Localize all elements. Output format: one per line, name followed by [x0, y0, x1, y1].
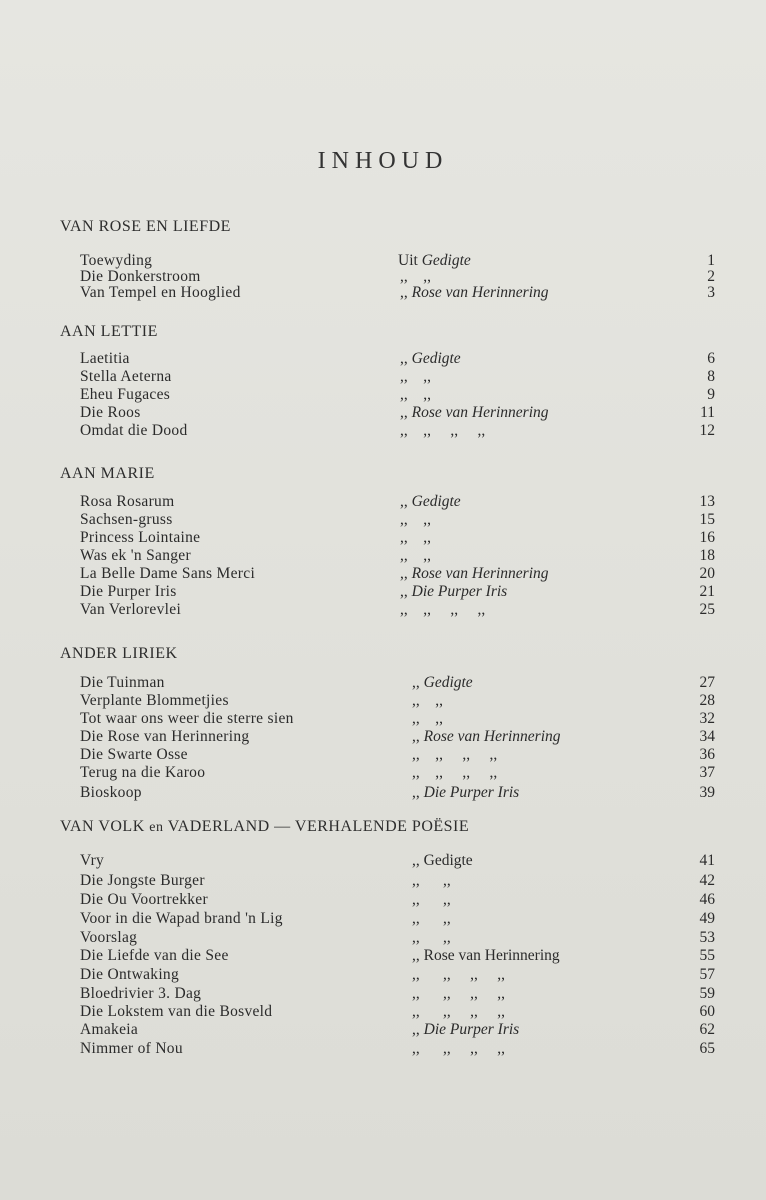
- toc-entry: [0, 947, 766, 965]
- entry-source: ,,: [423, 511, 431, 528]
- entry-page: 25: [699, 601, 715, 618]
- entry-source: ,, ,, ,,: [423, 422, 486, 439]
- entry-prefix: ,,: [412, 1021, 420, 1038]
- entry-prefix: ,,: [412, 784, 420, 801]
- entry-source: Gedigte: [411, 350, 461, 367]
- entry-page: 12: [699, 422, 715, 439]
- toc-entry: [0, 985, 766, 1003]
- entry-prefix: ,,: [400, 368, 408, 385]
- entry-source: ,,: [435, 692, 443, 709]
- entry-source: ,,: [443, 929, 451, 946]
- entry-page: 46: [699, 891, 715, 908]
- entry-title: Bioskoop: [80, 784, 142, 801]
- entry-source: Gedigte: [411, 493, 461, 510]
- entry-page: 27: [699, 674, 715, 691]
- entry-title: Die Ou Voortrekker: [80, 891, 208, 908]
- section-heading: ANDER LIRIEK: [60, 645, 178, 662]
- page-title: INHOUD: [317, 148, 449, 174]
- entry-source: ,,: [443, 872, 451, 889]
- entry-source: ,, ,, ,,: [443, 966, 505, 983]
- toc-entry: [0, 404, 766, 422]
- entry-page: 18: [699, 547, 715, 564]
- entry-source: Die Purper Iris: [423, 784, 520, 801]
- entry-prefix: ,,: [400, 422, 408, 439]
- entry-page: 55: [699, 947, 715, 964]
- entry-prefix: ,,: [400, 284, 408, 301]
- toc-entry: [0, 422, 766, 440]
- entry-source: Rose van Herinnering: [411, 565, 549, 582]
- entry-page: 13: [699, 493, 715, 510]
- entry-title: Sachsen-gruss: [80, 511, 173, 528]
- toc-entry: [0, 966, 766, 984]
- entry-source: Gedigte: [423, 852, 473, 869]
- section-heading: AAN MARIE: [60, 465, 155, 482]
- entry-source: ,,: [435, 710, 443, 727]
- entry-source: ,,: [443, 891, 451, 908]
- entry-page: 8: [707, 368, 715, 385]
- entry-source: ,,: [423, 386, 431, 403]
- entry-page: 42: [699, 872, 715, 889]
- entry-source: ,, ,, ,,: [443, 1003, 505, 1020]
- entry-prefix: ,,: [412, 728, 420, 745]
- entry-prefix: ,,: [400, 583, 408, 600]
- entry-page: 57: [699, 966, 715, 983]
- entry-title: Omdat die Dood: [80, 422, 188, 439]
- entry-source: ,, ,, ,,: [443, 985, 505, 1002]
- entry-title: Was ek 'n Sanger: [80, 547, 191, 564]
- entry-prefix: ,,: [412, 910, 420, 927]
- entry-title: Die Swarte Osse: [80, 746, 188, 763]
- toc-entry: [0, 284, 766, 302]
- entry-page: 15: [699, 511, 715, 528]
- entry-page: 2: [707, 268, 715, 285]
- entry-title: Die Purper Iris: [80, 583, 177, 600]
- toc-entry: [0, 910, 766, 928]
- entry-title: Stella Aeterna: [80, 368, 172, 385]
- toc-entry: [0, 386, 766, 404]
- section-heading-rest: VADERLAND — VERHALENDE POËSIE: [167, 818, 470, 835]
- entry-prefix: ,,: [412, 1040, 420, 1057]
- entry-source: Gedigte: [423, 674, 473, 691]
- entry-page: 21: [699, 583, 715, 600]
- entry-prefix: ,,: [412, 764, 420, 781]
- entry-title: Van Tempel en Hooglied: [80, 284, 241, 301]
- entry-page: 65: [699, 1040, 715, 1057]
- entry-source: ,,: [423, 368, 431, 385]
- toc-entry: [0, 350, 766, 368]
- entry-prefix: ,,: [412, 872, 420, 889]
- section-heading-conjunction: en: [149, 820, 164, 835]
- entry-prefix: ,,: [412, 674, 420, 691]
- entry-title: Die Rose van Herinnering: [80, 728, 250, 745]
- entry-page: 34: [699, 728, 715, 745]
- entry-title: Die Ontwaking: [80, 966, 180, 983]
- entry-page: 6: [707, 350, 715, 367]
- toc-entry: [0, 929, 766, 947]
- entry-page: 32: [699, 710, 715, 727]
- toc-entry: [0, 368, 766, 386]
- entry-title: Nimmer of Nou: [80, 1040, 183, 1057]
- entry-title: Die Jongste Burger: [80, 872, 205, 889]
- section-heading: AAN LETTIE: [60, 323, 158, 340]
- entry-title: Die Tuinman: [80, 674, 165, 691]
- entry-title: Verplante Blommetjies: [80, 692, 229, 709]
- toc-entry: [0, 872, 766, 890]
- entry-prefix: ,,: [400, 350, 408, 367]
- entry-title: Rosa Rosarum: [80, 493, 175, 510]
- toc-entry: [0, 674, 766, 692]
- entry-prefix: ,,: [400, 493, 408, 510]
- entry-prefix: ,,: [412, 929, 420, 946]
- entry-source: ,, ,, ,,: [435, 764, 498, 781]
- entry-source: Die Purper Iris: [411, 583, 508, 600]
- entry-source: Rose van Herinnering: [423, 728, 561, 745]
- entry-page: 9: [707, 386, 715, 403]
- entry-prefix: ,,: [412, 985, 420, 1002]
- toc-entry: [0, 710, 766, 728]
- entry-source: ,, ,, ,,: [443, 1040, 505, 1057]
- entry-source: ,,: [423, 529, 431, 546]
- entry-page: 49: [699, 910, 715, 927]
- entry-page: 1: [707, 252, 715, 269]
- toc-entry: [0, 547, 766, 565]
- entry-source: ,,: [423, 268, 431, 285]
- toc-entry: [0, 583, 766, 601]
- entry-prefix: ,,: [412, 947, 420, 964]
- entry-source: Rose van Herinnering: [423, 947, 560, 964]
- toc-entry: [0, 891, 766, 909]
- section-heading: [60, 818, 469, 836]
- entry-title: Terug na die Karoo: [80, 764, 206, 781]
- entry-prefix: ,,: [412, 966, 420, 983]
- section-heading-main: VAN VOLK: [60, 818, 145, 835]
- entry-page: 41: [699, 852, 715, 869]
- entry-source: ,,: [423, 547, 431, 564]
- entry-page: 20: [699, 565, 715, 582]
- entry-title: Toewyding: [80, 252, 153, 269]
- entry-source: Die Purper Iris: [423, 1021, 520, 1038]
- entry-page: 11: [700, 404, 715, 421]
- entry-page: 16: [699, 529, 715, 546]
- entry-title: La Belle Dame Sans Merci: [80, 565, 256, 582]
- entry-prefix: ,,: [400, 268, 408, 285]
- entry-source: ,,: [443, 910, 451, 927]
- entry-page: 37: [699, 764, 715, 781]
- entry-title: Van Verlorevlei: [80, 601, 182, 618]
- entry-page: 3: [707, 284, 715, 301]
- toc-entry: [0, 764, 766, 782]
- toc-entry: [0, 746, 766, 764]
- entry-page: 59: [699, 985, 715, 1002]
- entry-page: 39: [699, 784, 715, 801]
- entry-source: Rose van Herinnering: [411, 404, 549, 421]
- entry-page: 28: [699, 692, 715, 709]
- toc-entry: [0, 601, 766, 619]
- toc-entry: [0, 511, 766, 529]
- entry-page: 53: [699, 929, 715, 946]
- entry-prefix: ,,: [400, 386, 408, 403]
- toc-entry: [0, 728, 766, 746]
- toc-entry: [0, 529, 766, 547]
- entry-page: 62: [699, 1021, 715, 1038]
- entry-prefix: ,,: [400, 529, 408, 546]
- toc-entry: [0, 493, 766, 511]
- entry-title: Die Donkerstroom: [80, 268, 201, 285]
- entry-page: 36: [699, 746, 715, 763]
- entry-source: ,, ,, ,,: [423, 601, 486, 618]
- entry-title: Tot waar ons weer die sterre sien: [80, 710, 294, 727]
- entry-prefix: ,,: [412, 1003, 420, 1020]
- entry-prefix: ,,: [400, 511, 408, 528]
- entry-prefix: ,,: [412, 891, 420, 908]
- toc-entry: [0, 1021, 766, 1039]
- entry-title: Bloedrivier 3. Dag: [80, 985, 202, 1002]
- entry-source: ,, ,, ,,: [435, 746, 498, 763]
- entry-title: Vry: [80, 852, 105, 869]
- toc-entry: [0, 692, 766, 710]
- toc-entry: [0, 852, 766, 870]
- entry-prefix: ,,: [400, 565, 408, 582]
- entry-prefix: ,,: [412, 710, 420, 727]
- entry-title: Voorslag: [80, 929, 138, 946]
- toc-entry: [0, 1040, 766, 1058]
- toc-entry: [0, 565, 766, 583]
- entry-title: Voor in die Wapad brand 'n Lig: [80, 910, 283, 927]
- toc-entry: [0, 1003, 766, 1021]
- entry-prefix: ,,: [412, 852, 420, 869]
- entry-title: Die Liefde van die See: [80, 947, 229, 964]
- entry-prefix: ,,: [400, 547, 408, 564]
- entry-title: Eheu Fugaces: [80, 386, 171, 403]
- entry-prefix: ,,: [412, 692, 420, 709]
- entry-title: Die Roos: [80, 404, 141, 421]
- entry-title: Die Lokstem van die Bosveld: [80, 1003, 273, 1020]
- entry-title: Amakeia: [80, 1021, 139, 1038]
- entry-title: Princess Lointaine: [80, 529, 201, 546]
- entry-source: Gedigte: [421, 252, 471, 269]
- entry-source: Rose van Herinnering: [411, 284, 549, 301]
- entry-prefix: ,,: [400, 404, 408, 421]
- entry-prefix: Uit: [398, 252, 418, 269]
- section-heading: VAN ROSE EN LIEFDE: [60, 218, 231, 235]
- entry-prefix: ,,: [400, 601, 408, 618]
- entry-title: Laetitia: [80, 350, 130, 367]
- entry-prefix: ,,: [412, 746, 420, 763]
- toc-entry: [0, 784, 766, 802]
- entry-page: 60: [699, 1003, 715, 1020]
